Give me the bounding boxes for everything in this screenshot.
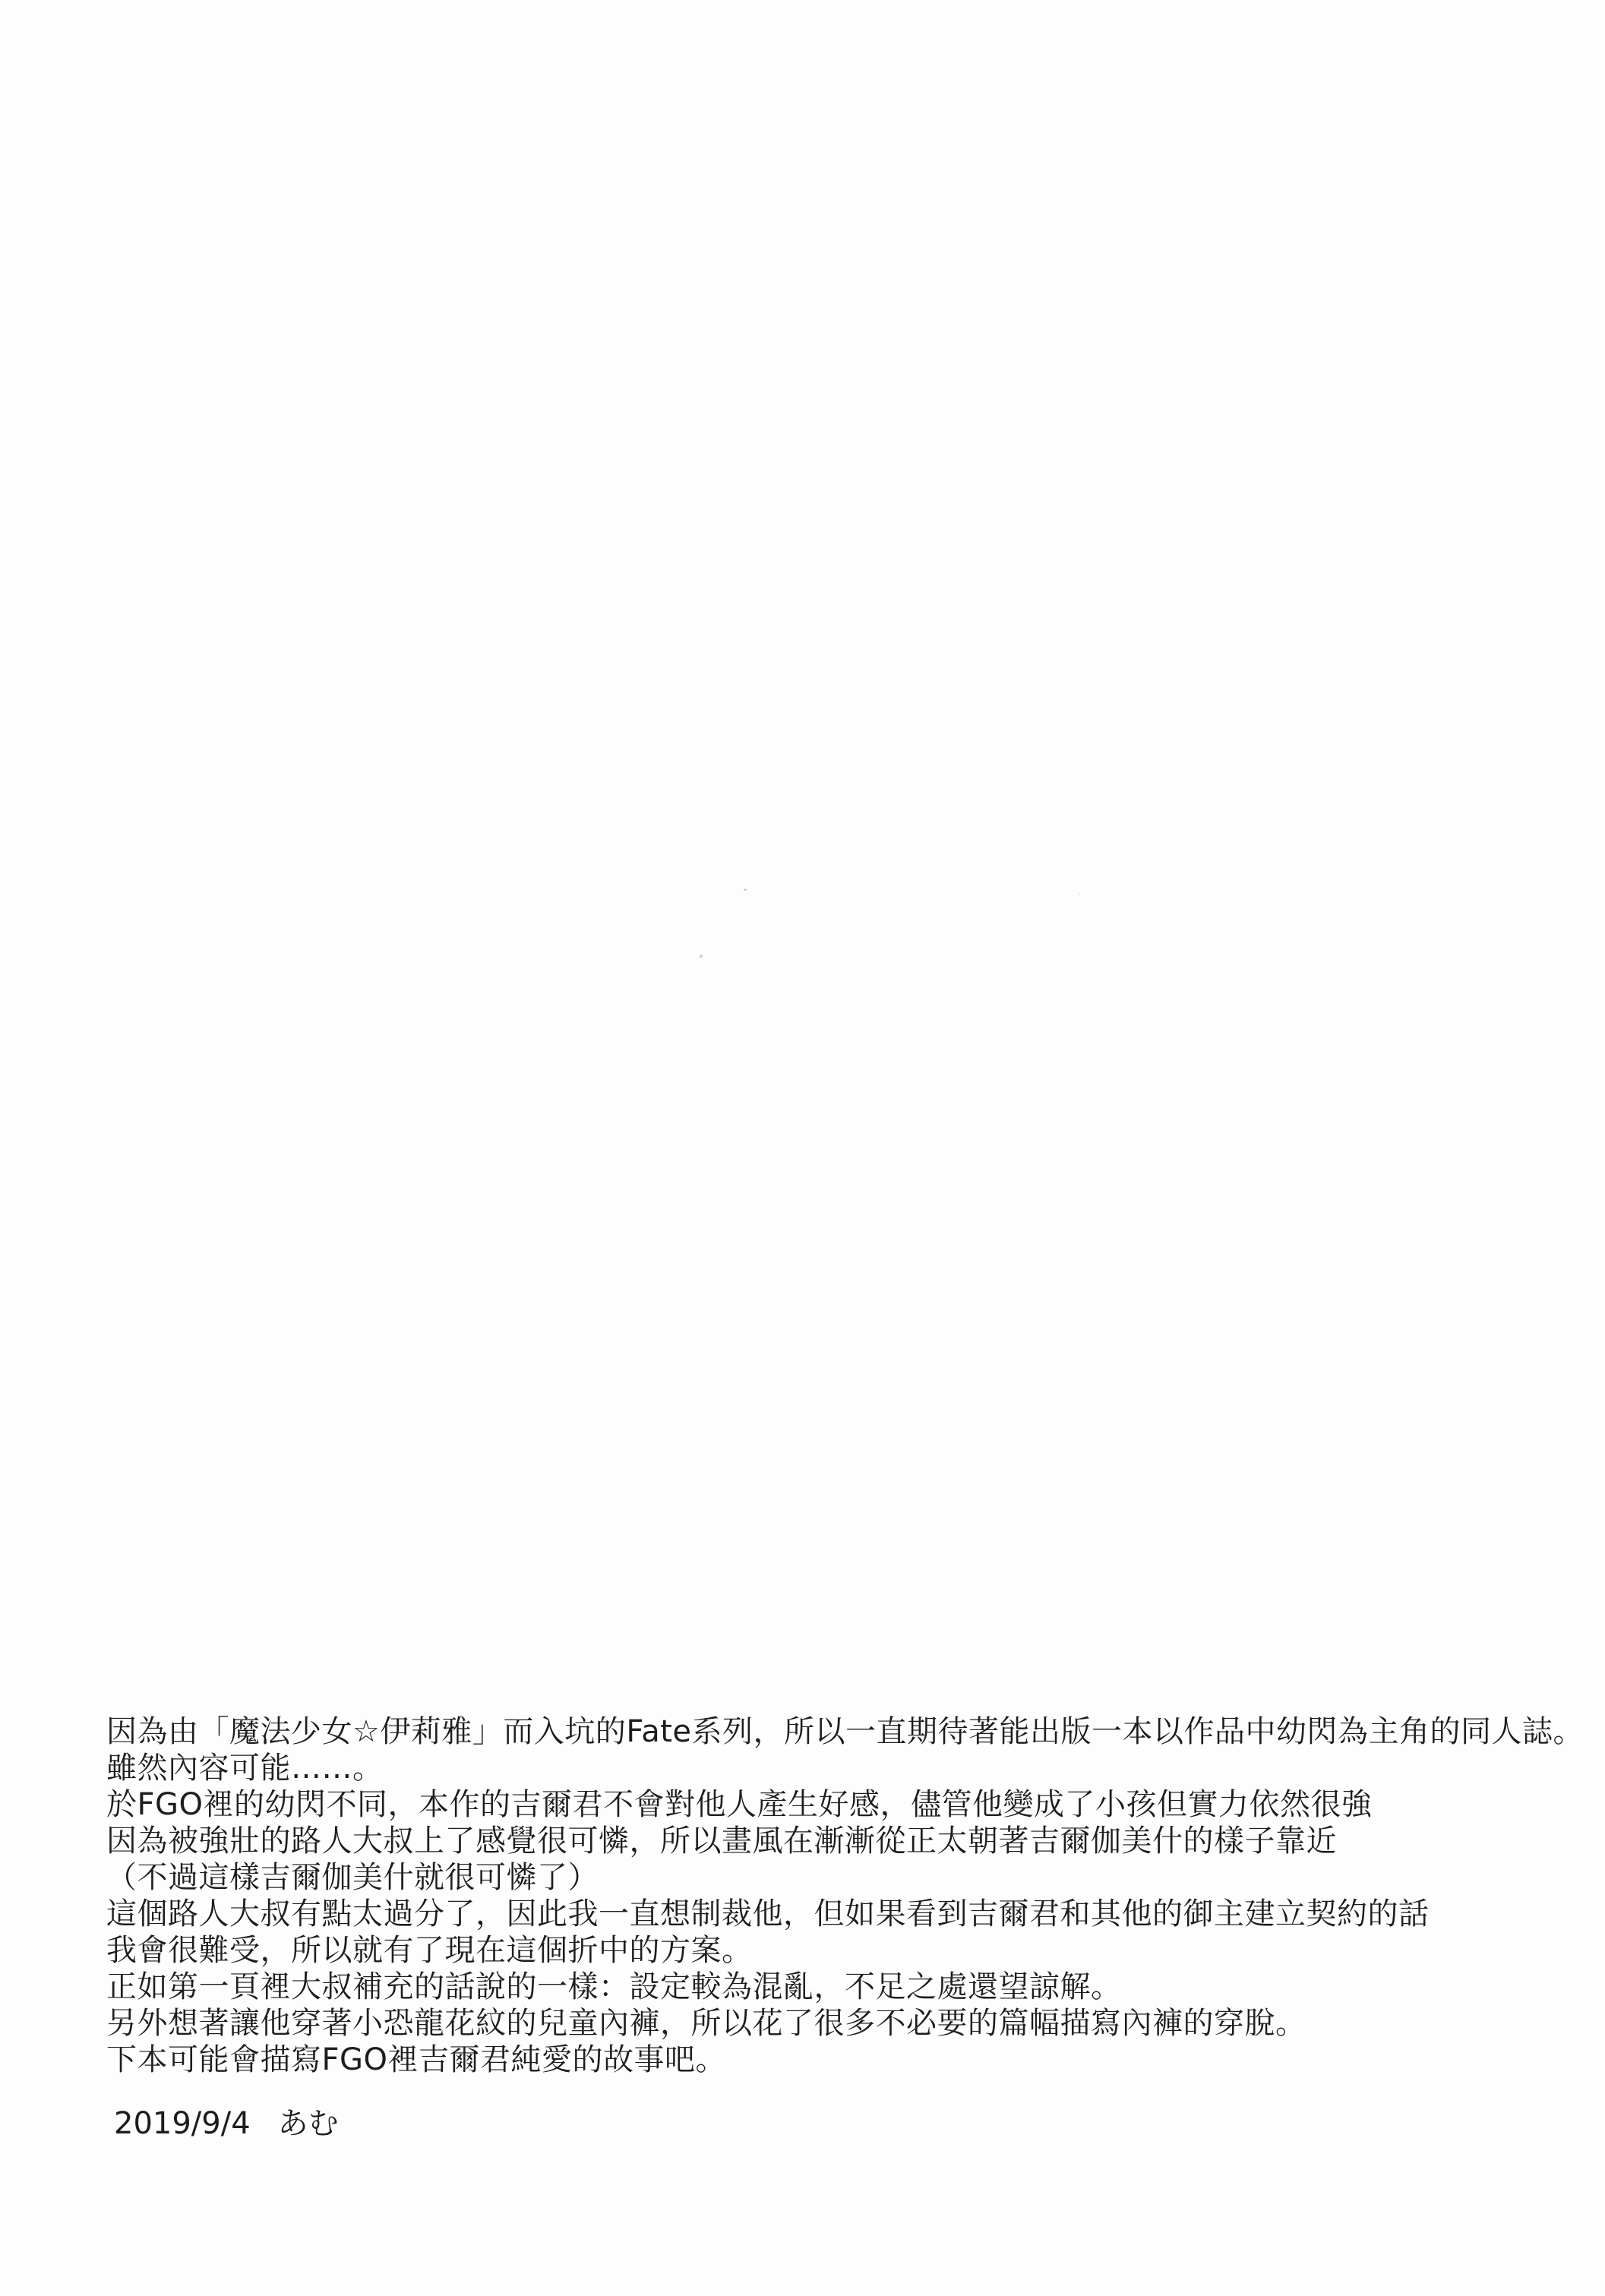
date-signature-line <box>114 2105 339 2142</box>
scan-speck <box>700 955 703 958</box>
afterword-line: 因為被強壯的路人大叔上了感覺很可憐，所以畫風在漸漸從正太朝著吉爾伽美什的樣子靠近 <box>106 1824 1337 1859</box>
afterword-line: 另外想著讓他穿著小恐龍花紋的兒童內褲，所以花了很多不必要的篇幅描寫內褲的穿脫。 <box>106 2006 1306 2041</box>
afterword-line: 因為由「魔法少女☆伊莉雅」而入坑的Fate系列，所以一直期待著能出版一本以作品中幼閃為主角的同人誌。 <box>106 1714 1584 1749</box>
afterword-line: 正如第一頁裡大叔補充的話說的一樣：設定較為混亂，不足之處還望諒解。 <box>106 1969 1122 2004</box>
afterword-line: 雖然內容可能……。 <box>106 1751 384 1786</box>
afterword-line: 我會很難受，所以就有了現在這個折中的方案。 <box>106 1933 753 1968</box>
afterword-text-block <box>106 1713 1584 2078</box>
publication-date: 2019/9/4 <box>114 2106 251 2141</box>
afterword-line: 這個路人大叔有點太過分了，因此我一直想制裁他，但如果看到吉爾君和其他的御主建立契約的話 <box>106 1896 1430 1931</box>
afterword-line: 下本可能會描寫FGO裡吉爾君純愛的故事吧。 <box>106 2042 726 2077</box>
scan-speck <box>744 889 747 891</box>
scan-speck <box>1079 893 1080 895</box>
afterword-line: 於FGO裡的幼閃不同，本作的吉爾君不會對他人產生好感，儘管他變成了小孩但實力依然很強 <box>106 1787 1373 1822</box>
afterword-line: （不過這樣吉爾伽美什就很可憐了） <box>106 1860 599 1895</box>
author-signature: あむ <box>277 2106 339 2141</box>
